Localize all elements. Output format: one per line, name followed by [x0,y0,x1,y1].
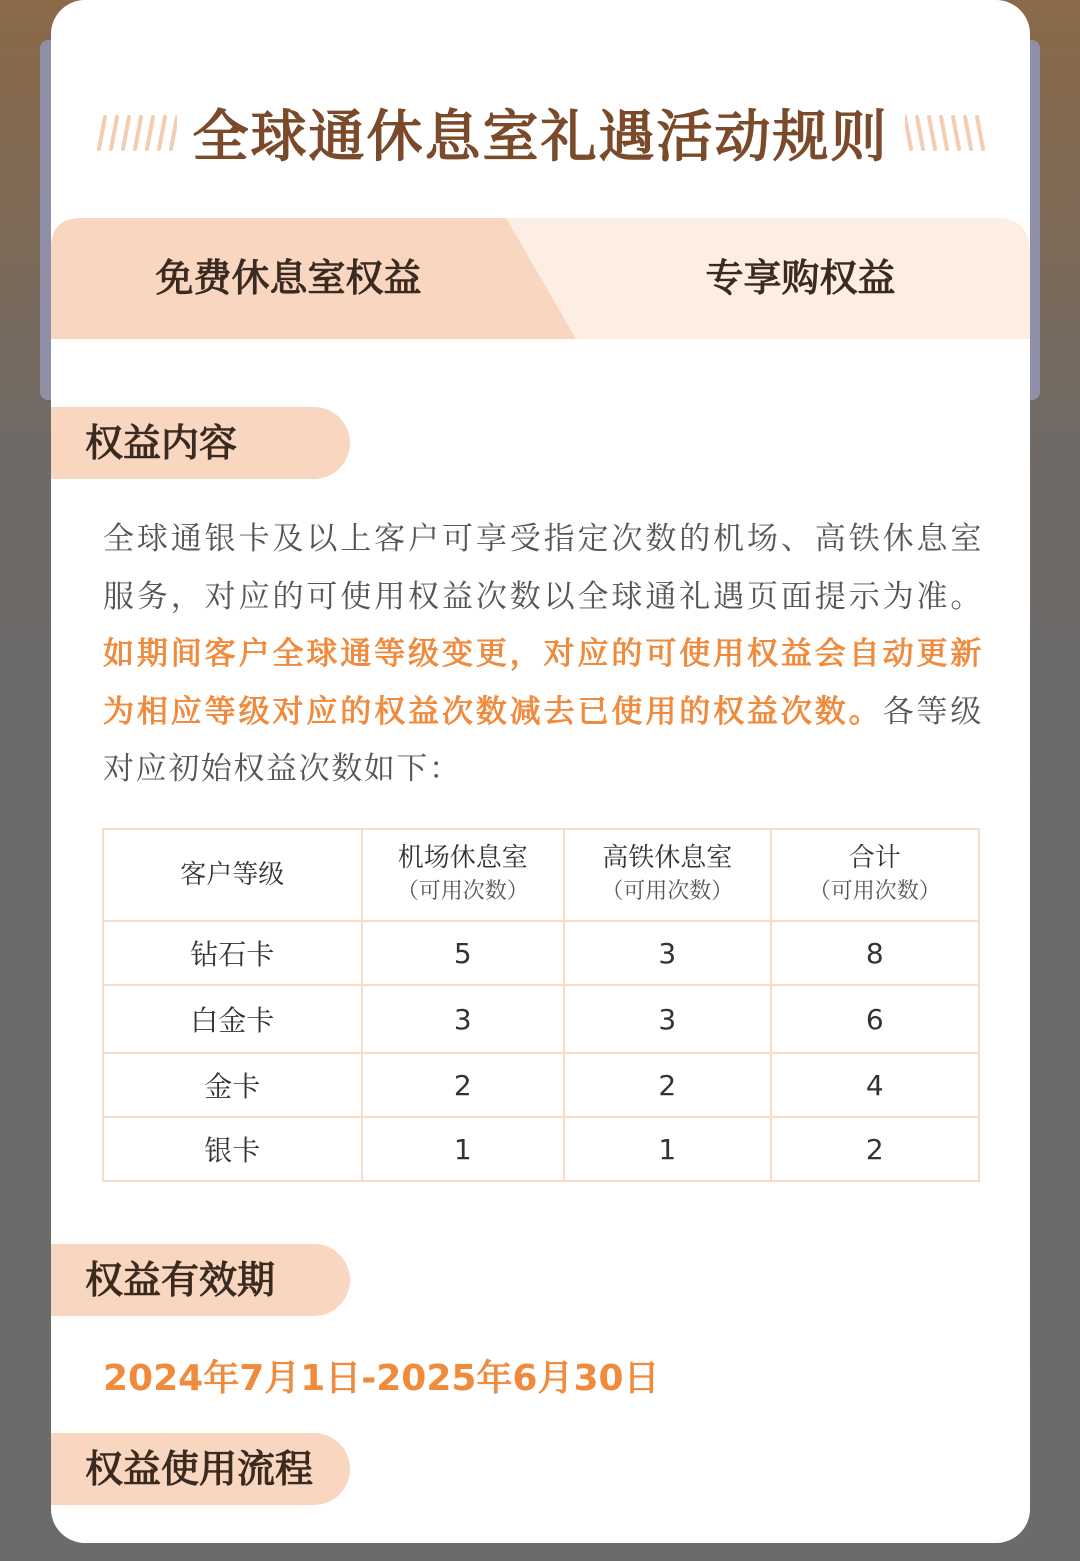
content-text-normal: 全球通银卡及以上客户可享受指定次数的机场、高铁休息室服务，对应的可使用权益次数以全球通礼遇页面提示为准。 [103,521,983,615]
header-airport: 机场休息室 （可用次数） [362,829,564,921]
cell-rail: 3 [564,921,770,985]
title-row [51,88,1030,178]
table-row [103,1117,979,1181]
cell-total: 2 [771,1117,980,1181]
section-heading-process: 权益使用流程 [51,1433,350,1505]
cell-airport: 2 [362,1053,564,1117]
cell-airport: 5 [362,921,564,985]
cell-level: 银卡 [103,1117,362,1181]
left-decoration-icon [95,113,177,153]
table-row [103,985,979,1053]
tab-free-lounge[interactable]: 免费休息室权益 [155,256,422,300]
table-row [103,1053,979,1117]
rules-card [51,0,1030,1543]
cell-rail: 2 [564,1053,770,1117]
content-text-highlight: 如期间客户全球通等级变更，对应的可使用权益会自动更新为相应等级对应的权益次数减去已使用的权益次数。 [103,636,983,730]
cell-airport: 3 [362,985,564,1053]
table-header-row [103,829,979,921]
page-title: 全球通休息室礼遇活动规则 [192,105,889,170]
cell-level: 金卡 [103,1053,362,1117]
right-decoration-icon [905,113,987,153]
benefit-count-table [102,828,980,1182]
section-heading-validity: 权益有效期 [51,1244,350,1316]
validity-period: 2024年7月1日-2025年6月30日 [103,1358,660,1399]
cell-total: 4 [771,1053,980,1117]
content-paragraph [103,511,983,799]
cell-level: 白金卡 [103,985,362,1053]
section-heading-content: 权益内容 [51,407,350,479]
content-text-tail: 各等级对应初始权益次数如下： [103,693,983,787]
header-total: 合计 （可用次数） [771,829,980,921]
cell-level: 钻石卡 [103,921,362,985]
cell-rail: 1 [564,1117,770,1181]
cell-total: 6 [771,985,980,1053]
header-level: 客户等级 [103,829,362,921]
table-row [103,921,979,985]
tab-exclusive-purchase[interactable]: 专享购权益 [705,256,896,300]
cell-rail: 3 [564,985,770,1053]
cell-airport: 1 [362,1117,564,1181]
tab-bar [51,218,1030,339]
cell-total: 8 [771,921,980,985]
header-rail: 高铁休息室 （可用次数） [564,829,770,921]
